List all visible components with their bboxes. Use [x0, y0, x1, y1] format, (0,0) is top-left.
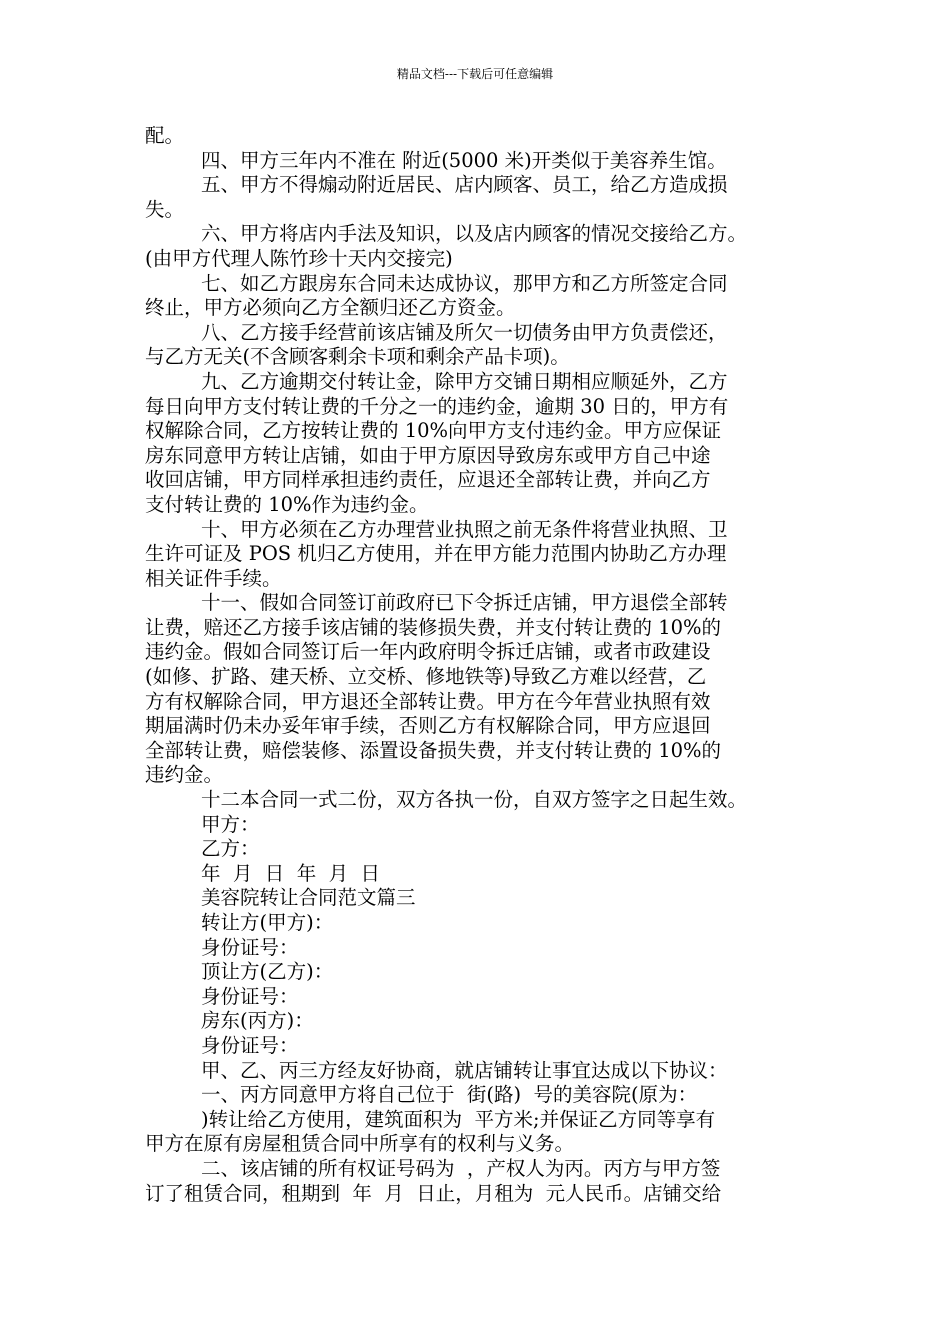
- paragraph: [145, 124, 825, 149]
- paragraph: [145, 862, 825, 887]
- paragraph: [145, 518, 825, 592]
- text-line: 与乙方无关(不含顾客剩余卡项和剩余产品卡项)。: [145, 345, 570, 369]
- text-line: 五、甲方不得煽动附近居民、店内顾客、员工，给乙方造成损: [201, 173, 728, 197]
- text-line: 十、甲方必须在乙方办理营业执照之前无条件将营业执照、卫: [201, 517, 728, 541]
- text-line: 收回店铺，甲方同样承担违约责任，应退还全部转让费，并向乙方: [145, 468, 711, 492]
- text-line: 一、丙方同意甲方将自己位于 街(路) 号的美容院(原为：: [201, 1083, 698, 1107]
- paragraph: [145, 911, 825, 936]
- text-line: 相关证件手续。: [145, 566, 282, 590]
- text-line: 让费，赔还乙方接手该店铺的装修损失费，并支付转让费的 10%的: [145, 615, 722, 639]
- text-line: 期届满时仍未办妥年审手续，否则乙方有权解除合同，甲方应退回: [145, 714, 711, 738]
- text-line: 美容院转让合同范文篇三: [201, 886, 416, 910]
- paragraph: [145, 1083, 825, 1108]
- paragraph: [145, 1009, 825, 1034]
- text-line: 四、甲方三年内不准在 附近(5000 米)开类似于美容养生馆。: [201, 148, 727, 172]
- paragraph: [145, 591, 825, 788]
- text-line: 六、甲方将店内手法及知识，以及店内顾客的情况交接给乙方。: [201, 222, 748, 246]
- paragraph: [145, 321, 825, 370]
- paragraph: [145, 936, 825, 961]
- text-line: (由甲方代理人陈竹珍十天内交接完): [145, 246, 453, 270]
- text-line: (如修、扩路、建天桥、立交桥、修地铁等)导致乙方难以经营，乙: [145, 665, 707, 689]
- text-line: 乙方：: [201, 837, 260, 861]
- paragraph: [145, 1157, 825, 1206]
- paragraph: [145, 886, 825, 911]
- text-line: 九、乙方逾期交付转让金，除甲方交铺日期相应顺延外，乙方: [201, 369, 728, 393]
- text-line: 二、该店铺的所有权证号码为 ，产权人为丙。丙方与甲方签: [201, 1156, 721, 1180]
- paragraph: [145, 788, 825, 813]
- paragraph: [145, 960, 825, 985]
- text-line: 终止，甲方必须向乙方全额归还乙方资金。: [145, 296, 516, 320]
- text-line: 失。: [145, 197, 185, 221]
- page-header: 精品文档---下载后可任意编辑: [396, 67, 554, 81]
- text-line: 甲方在原有房屋租赁合同中所享有的权利与义务。: [145, 1132, 575, 1156]
- text-line: 支付转让费的 10%作为违约金。: [145, 492, 429, 516]
- text-line: 身份证号：: [201, 984, 299, 1008]
- paragraph: [145, 1059, 825, 1084]
- text-line: 顶让方(乙方)：: [201, 960, 334, 984]
- text-line: 房东同意甲方转让店铺，如由于甲方原因导致房东或甲方自己中途: [145, 443, 711, 467]
- paragraph: [145, 173, 825, 222]
- text-line: 身份证号：: [201, 935, 299, 959]
- text-line: 转让方(甲方)：: [201, 911, 334, 934]
- text-line: 房东(丙方)：: [201, 1009, 314, 1033]
- paragraph: [145, 149, 825, 174]
- paragraph: [145, 370, 825, 518]
- text-line: 方有权解除合同，甲方退还全部转让费。甲方在今年营业执照有效: [145, 689, 711, 713]
- document-body: [145, 124, 825, 1206]
- paragraph: [145, 222, 825, 271]
- text-line: 订了租赁合同，租期到 年 月 日止，月租为 元人民币。店铺交给: [145, 1181, 722, 1205]
- paragraph: [145, 1034, 825, 1059]
- text-line: 十一、假如合同签订前政府已下令拆迁店铺，甲方退偿全部转: [201, 591, 728, 615]
- paragraph: [145, 813, 825, 838]
- paragraph: [145, 1108, 825, 1157]
- text-line: 七、如乙方跟房东合同未达成协议，那甲方和乙方所签定合同: [201, 271, 728, 295]
- paragraph: [145, 837, 825, 862]
- text-line: 配。: [145, 124, 185, 147]
- text-line: 全部转让费，赔偿装修、添置设备损失费，并支付转让费的 10%的: [145, 738, 722, 762]
- text-line: 八、乙方接手经营前该店铺及所欠一切债务由甲方负责偿还，: [201, 320, 728, 344]
- text-line: )转让给乙方使用，建筑面积为 平方米;并保证乙方同等享有: [201, 1107, 716, 1131]
- text-line: 甲、乙、丙三方经友好协商，就店铺转让事宜达成以下协议：: [201, 1058, 728, 1082]
- paragraph: [145, 272, 825, 321]
- text-line: 身份证号：: [201, 1033, 299, 1057]
- text-line: 十二本合同一式二份，双方各执一份，自双方签字之日起生效。: [201, 788, 748, 812]
- text-line: 违约金。: [145, 763, 224, 787]
- text-line: 生许可证及 POS 机归乙方使用，并在甲方能力范围内协助乙方办理: [145, 542, 727, 566]
- text-line: 违约金。假如合同签订后一年内政府明令拆迁店铺，或者市政建设: [145, 640, 711, 664]
- text-line: 年 月 日 年 月 日: [201, 861, 380, 885]
- paragraph: [145, 985, 825, 1010]
- text-line: 每日向甲方支付转让费的千分之一的违约金，逾期 30 日的，甲方有: [145, 394, 729, 418]
- text-line: 甲方：: [201, 812, 260, 836]
- text-line: 权解除合同，乙方按转让费的 10%向甲方支付违约金。甲方应保证: [145, 419, 722, 443]
